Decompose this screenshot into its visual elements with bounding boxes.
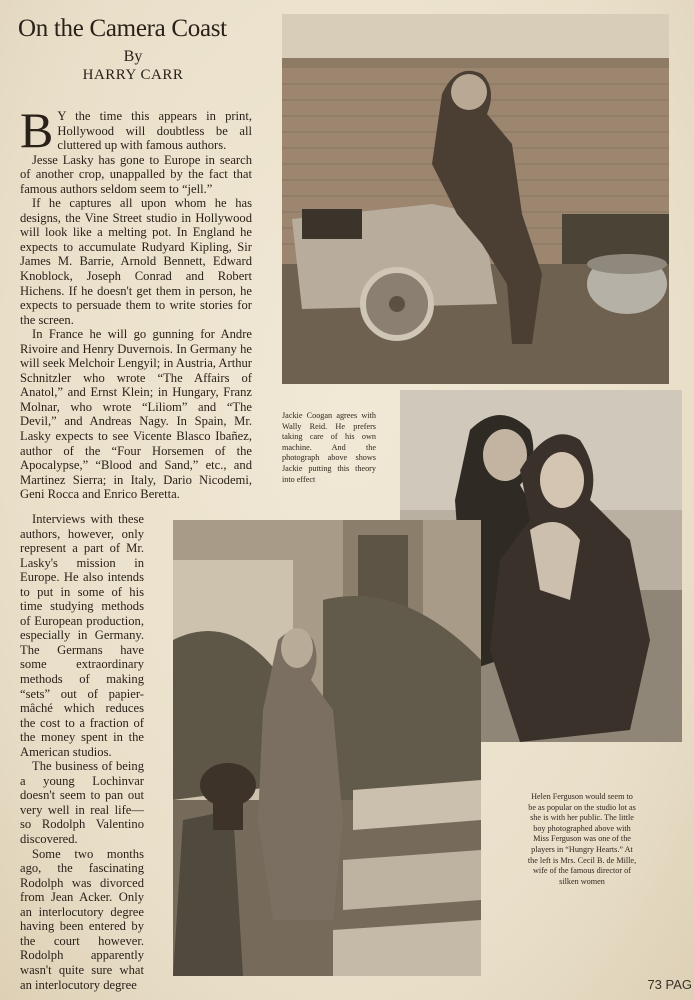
article-column-2 bbox=[20, 512, 144, 992]
paragraph: Interviews with these authors, however, only represent a part of Mr. Lasky's mission in Europe. He also intends to put in some of his time studying methods of European production, especially in Germany. The Germans have some extraordinary methods of making “sets” out of papier-mâché which reduces the cost to a fraction of the money spent in the American studios. bbox=[20, 512, 144, 759]
paragraph: Jesse Lasky has gone to Europe in search of another crop, unappalled by the fact that famous authors seldom seem to “jell.” bbox=[20, 152, 252, 196]
page-number: 73 PAG bbox=[647, 977, 692, 992]
author-name: HARRY CARR bbox=[82, 67, 184, 83]
paragraph: If he captures all upon whom he has designs, the Vine Street studio in Hollywood will look like a melting pot. In England he expects to accumulate Rudyard Kipling, Sir James M. Barrie, Arnold Bennett, Edward Knoblock, Joseph Conrad and Robert Hichens. If he doesn't get them in person, he expects to persuade them to write stories for the screen. bbox=[20, 196, 252, 327]
drop-cap: B bbox=[20, 102, 54, 158]
photo-caption-coogan: Jackie Coogan agrees with Wally Reid. He prefers taking care of his own machine. And the photograph above shows Jackie putting this theory into effect bbox=[282, 411, 376, 484]
opening-text: Y the time this appears in print, Hollywood will doubtless be all cluttered up with famous authors. bbox=[57, 109, 252, 153]
photo-jackie-coogan-car bbox=[282, 14, 669, 384]
photo-mrs-de-mille-garden bbox=[173, 520, 481, 976]
article-title: On the Camera Coast bbox=[18, 15, 227, 42]
article-column-1 bbox=[20, 102, 252, 531]
paragraph: The business of being a young Lochinvar doesn't seem to pan out very well in real life—so Rodolph Valentino discovered. bbox=[20, 759, 144, 847]
photo-caption-ferguson: Helen Ferguson would seem to be as popular on the studio lot as she is with her public. The little boy photographed above with Miss Ferguson was one of the players in “Hungry Hearts.” At the left is Mrs. Cecil B. de Mille, wife of the famous director of silken women bbox=[527, 792, 637, 886]
paragraph: Some two months ago, the fascinating Rodolph was divorced from Jean Acker. Only an interlocutory degree having been entered by the court however. Rodolph apparently wasn't quite sure what an interlocutory degree bbox=[20, 846, 144, 992]
paragraph: In France he will go gunning for Andre Rivoire and Henry Duvernois. In Germany he will seek Melchoir Lengyil; in Austria, Arthur Schnitzler who wrote “The Affairs of Anatol,” and Ernst Klein; in Hungary, Franz Molnar, who wrote “Liliom” and “The Devil,” and Andreas Nagy. In Spain, Mr. Lasky expects to see Vicente Blasco Ibañez, author of the “Four Horsemen of the Apocalypse,” “Blood and Sand,” etc., and Martinez Sierra; in Italy, Dario Nicodemi, Geni Rocca and Enrico Beretta. bbox=[20, 327, 252, 502]
byline-by: By bbox=[123, 48, 143, 65]
opening-paragraph bbox=[20, 102, 252, 158]
